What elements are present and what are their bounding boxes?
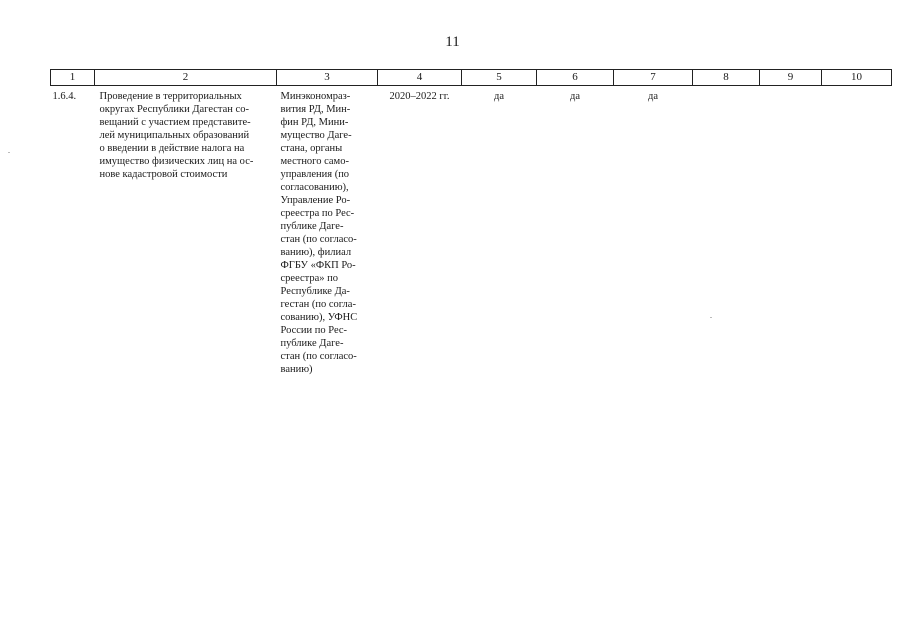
page-number: 11 bbox=[445, 34, 460, 50]
column-header-row bbox=[51, 70, 892, 86]
item-period: 2020–2022 гг. bbox=[389, 91, 450, 102]
executors-line: Республике Да- bbox=[280, 286, 350, 297]
executors-line: местного само- bbox=[280, 156, 349, 167]
description-line: имущество физических лиц на ос- bbox=[99, 156, 254, 167]
column-header: 7 bbox=[614, 70, 693, 86]
scan-speck bbox=[8, 152, 10, 153]
description-line: вещаний с участием представите- bbox=[99, 117, 251, 128]
column-header: 9 bbox=[760, 70, 822, 86]
executors-line: согласованию), bbox=[280, 182, 349, 193]
item-col9 bbox=[760, 86, 822, 377]
executors-line: ФГБУ «ФКП Ро- bbox=[280, 260, 356, 271]
executors-line: России по Рес- bbox=[280, 325, 348, 336]
table-row bbox=[51, 86, 892, 377]
column-header: 10 bbox=[822, 70, 892, 86]
column-header: 4 bbox=[378, 70, 462, 86]
item-col5: да bbox=[493, 91, 504, 102]
executors-line: среестра» по bbox=[280, 273, 339, 284]
column-header: 2 bbox=[95, 70, 277, 86]
item-col7: да bbox=[647, 91, 658, 102]
executors-line: Минэкономраз- bbox=[280, 91, 351, 102]
column-header: 8 bbox=[693, 70, 760, 86]
executors-line: Управление Ро- bbox=[280, 195, 351, 206]
item-executors bbox=[277, 86, 378, 377]
executors-line: стан (по согласо- bbox=[280, 351, 357, 362]
item-col10 bbox=[822, 86, 892, 377]
executors-line: публике Даге- bbox=[280, 338, 344, 349]
executors-line: вития РД, Мин- bbox=[280, 104, 351, 115]
description-line: лей муниципальных образований bbox=[99, 130, 250, 141]
item-number: 1.6.4. bbox=[52, 91, 77, 102]
executors-line: фин РД, Мини- bbox=[280, 117, 349, 128]
executors-line: сованию), УФНС bbox=[280, 312, 358, 323]
executors-line: публике Даге- bbox=[280, 221, 344, 232]
item-description bbox=[95, 86, 277, 377]
executors-line: стана, органы bbox=[280, 143, 343, 154]
executors-line: среестра по Рес- bbox=[280, 208, 355, 219]
executors-line: гестан (по согла- bbox=[280, 299, 356, 310]
column-header: 6 bbox=[537, 70, 614, 86]
item-col6: да bbox=[569, 91, 580, 102]
description-line: о введении в действие налога на bbox=[99, 143, 245, 154]
plan-table bbox=[50, 69, 892, 376]
description-line: округах Республики Дагестан со- bbox=[99, 104, 249, 115]
item-col8 bbox=[693, 86, 760, 377]
description-line: нове кадастровой стоимости bbox=[99, 169, 228, 180]
scan-speck bbox=[710, 317, 712, 318]
executors-line: стан (по согласо- bbox=[280, 234, 357, 245]
executors-line: ванию), филиал bbox=[280, 247, 352, 258]
executors-line: ванию) bbox=[280, 364, 313, 375]
column-header: 5 bbox=[462, 70, 537, 86]
executors-line: управления (по bbox=[280, 169, 350, 180]
executors-line: мущество Даге- bbox=[280, 130, 352, 141]
column-header: 1 bbox=[51, 70, 95, 86]
column-header: 3 bbox=[277, 70, 378, 86]
description-line: Проведение в территориальных bbox=[99, 91, 242, 102]
